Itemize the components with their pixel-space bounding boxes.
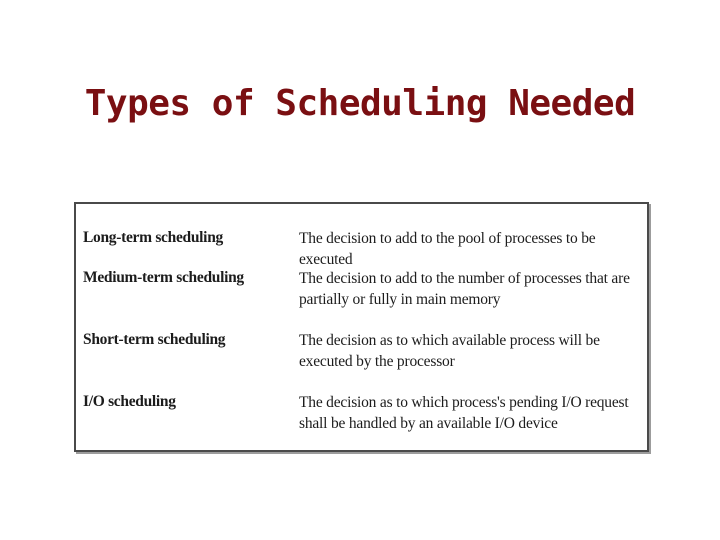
row-term: Medium-term scheduling: [83, 269, 244, 286]
row-term: I/O scheduling: [83, 393, 176, 410]
scheduling-types-table: [74, 202, 649, 452]
row-description: The decision to add to the number of processes that are partially or fully in main memory: [299, 270, 630, 308]
row-description: The decision as to which available process will be executed by the processor: [299, 332, 600, 370]
row-description: The decision as to which process's pending I/O request shall be handled by an available I/O device: [299, 394, 629, 432]
slide-title: Types of Scheduling Needed: [84, 83, 636, 124]
row-term: Long-term scheduling: [83, 229, 223, 246]
row-term: Short-term scheduling: [83, 331, 226, 348]
row-description: The decision to add to the pool of processes to be executed: [299, 230, 596, 268]
